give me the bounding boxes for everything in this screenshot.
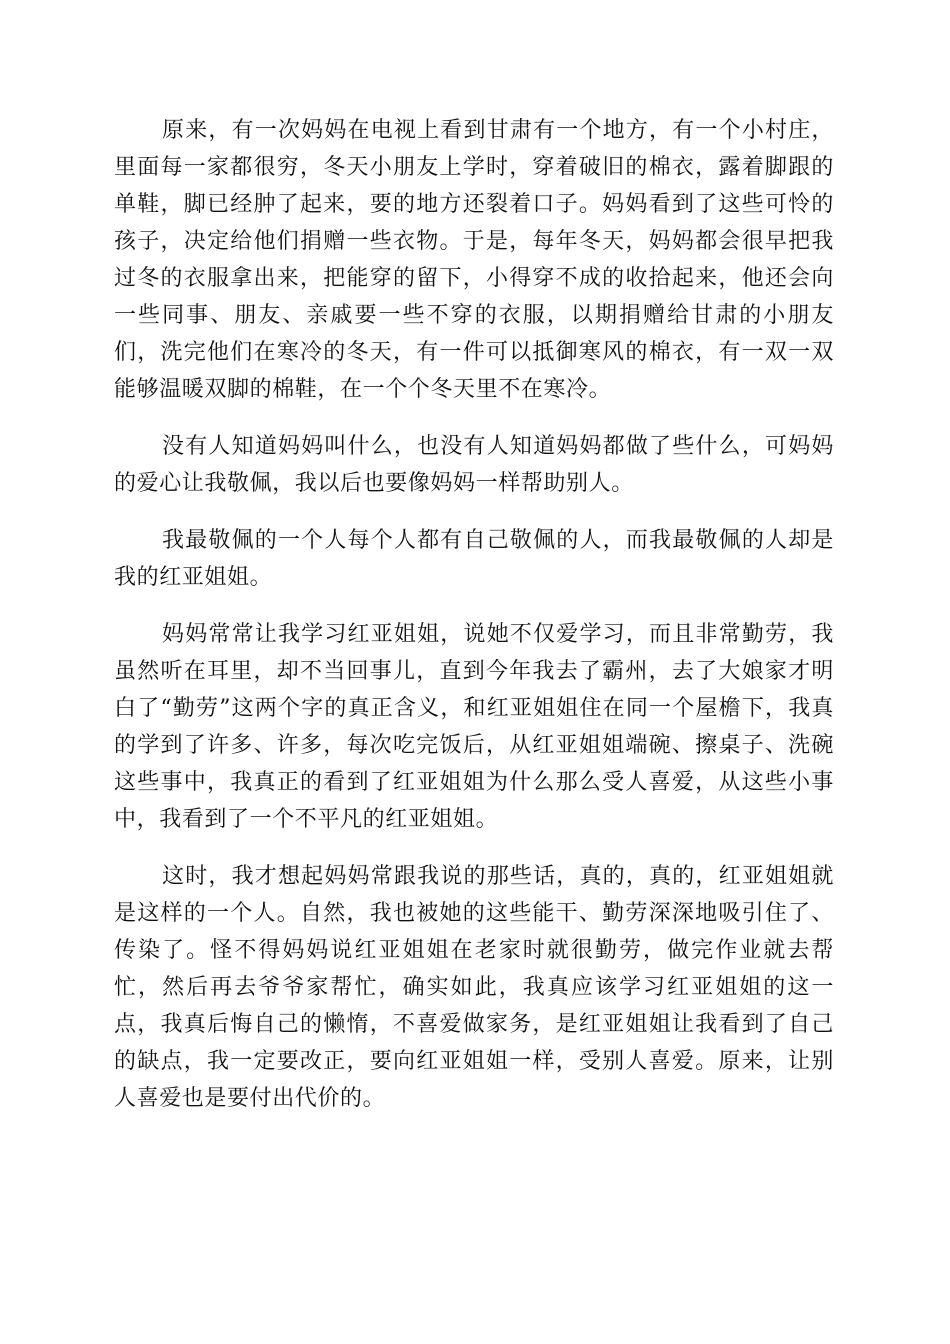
paragraph-5: 这时，我才想起妈妈常跟我说的那些话，真的，真的，红亚姐姐就是这样的一个人。自然，我也被她的这些能干、勤劳深深地吸引住了、传染了。怪不得妈妈说红亚姐姐在老家时就很勤劳，做完作业就去帮忙，然后再去爷爷家帮忙，确实如此，我真应该学习红亚姐姐的这一点，我真后悔自己的懒惰，不喜爱做家务，是红亚姐姐让我看到了自己的缺点，我一定要改正，要向红亚姐姐一样，受别人喜爱。原来，让别人喜爱也是要付出代价的。 (114, 864, 834, 1111)
paragraph-3: 我最敬佩的一个人每个人都有自己敬佩的人，而我最敬佩的人却是我的红亚姐姐。 (114, 528, 834, 590)
paragraph-4: 妈妈常常让我学习红亚姐姐，说她不仅爱学习，而且非常勤劳，我虽然听在耳里，却不当回事儿，直到今年我去了霸州，去了大娘家才明白了“勤劳”这两个字的真正含义，和红亚姐姐住在同一个屋檐下，我真的学到了许多、许多，每次吃完饭后，从红亚姐姐端碗、擦桌子、洗碗这些事中，我真正的看到了红亚姐姐为什么那么受人喜爱，从这些小事中，我看到了一个不平凡的红亚姐姐。 (114, 622, 834, 832)
document-body (114, 112, 834, 1137)
paragraph-2: 没有人知道妈妈叫什么，也没有人知道妈妈都做了些什么，可妈妈的爱心让我敬佩，我以后也要像妈妈一样帮助别人。 (114, 434, 834, 496)
paragraph-1: 原来，有一次妈妈在电视上看到甘肃有一个地方，有一个小村庄，里面每一家都很穷，冬天小朋友上学时，穿着破旧的棉衣，露着脚跟的单鞋，脚已经肿了起来，要的地方还裂着口子。妈妈看到了这些可怜的孩子，决定给他们捐赠一些衣物。于是，每年冬天，妈妈都会很早把我过冬的衣服拿出来，把能穿的留下，小得穿不成的收拾起来，他还会向一些同事、朋友、亲戚要一些不穿的衣服，以期捐赠给甘肃的小朋友们，洗完他们在寒冷的冬天，有一件可以抵御寒风的棉衣，有一双一双能够温暖双脚的棉鞋，在一个个冬天里不在寒冷。 (114, 118, 834, 402)
